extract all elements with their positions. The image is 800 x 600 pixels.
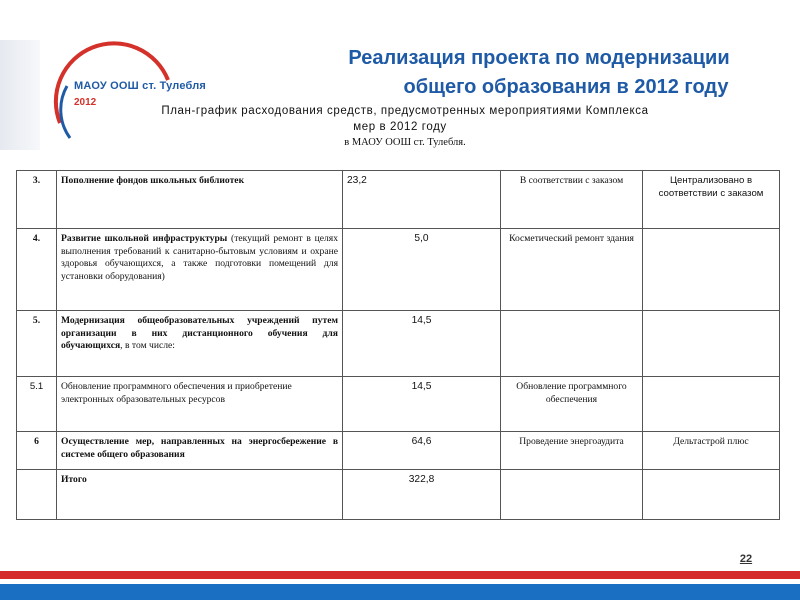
table-row (17, 311, 780, 377)
row-executor (643, 229, 780, 311)
table-row (17, 229, 780, 311)
school-name: МАОУ ООШ ст. Тулебля (74, 80, 207, 92)
subtitle-line3: в МАОУ ООШ ст. Тулебля. (344, 137, 466, 148)
row-activity-bold: Осуществление мер, направленных на энергосбережение в системе общего образования (61, 436, 338, 460)
row-amount: 5,0 (343, 229, 501, 311)
row-executor: Централизовано в соответствии с заказом (643, 171, 780, 229)
row-note: Обновление программного обеспечения (501, 377, 643, 432)
row-number: 3. (17, 171, 57, 229)
row-executor (643, 311, 780, 377)
page-number: 22 (739, 553, 753, 565)
row-executor: Дельтастрой плюс (643, 432, 780, 470)
page-title-line1: Реализация проекта по модернизации (348, 47, 730, 69)
row-activity-text: Обновление программного обеспечения и приобретение электронных образовательных ресурсов (61, 381, 292, 405)
row-number: 5.1 (17, 377, 57, 432)
table-row (17, 377, 780, 432)
row-activity (57, 470, 343, 520)
row-note: Проведение энергоаудита (501, 432, 643, 470)
background-building-image (0, 40, 40, 150)
row-activity-bold: Модернизация общеобразовательных учреждений путем организации в них дистанционного обучения для обучающихся (61, 315, 338, 351)
table-row (17, 171, 780, 229)
row-activity (57, 377, 343, 432)
row-activity (57, 171, 343, 229)
row-number: 5. (17, 311, 57, 377)
row-note: В соответствии с заказом (501, 171, 643, 229)
row-amount: 23,2 (343, 171, 501, 229)
row-note (501, 470, 643, 520)
subtitle-line1: План-график расходования средств, предусмотренных мероприятиями Комплекса (161, 105, 649, 117)
row-executor (643, 470, 780, 520)
table-row-total (17, 470, 780, 520)
subtitle-line2: мер в 2012 году (353, 121, 447, 133)
expense-plan-table (16, 170, 780, 520)
row-number (17, 470, 57, 520)
row-amount: 14,5 (343, 311, 501, 377)
table-row (17, 432, 780, 470)
total-label: Итого (61, 474, 87, 485)
row-activity (57, 432, 343, 470)
row-activity-text: (текущий ремонт в целях выполнения требований к санитарно-бытовым условиям и охране здоровья обучающихся, а также подготовки помещений для установки оборудования) (61, 233, 339, 282)
row-note (501, 311, 643, 377)
row-amount: 64,6 (343, 432, 501, 470)
school-year: 2012 (74, 97, 97, 108)
row-executor (643, 377, 780, 432)
logo-arc-icon (40, 28, 180, 168)
row-note: Косметический ремонт здания (501, 229, 643, 311)
row-activity-bold: Пополнение фондов школьных библиотек (61, 175, 245, 186)
footer-stripe-blue (0, 584, 800, 600)
footer-stripe-red (0, 571, 800, 579)
row-activity (57, 229, 343, 311)
row-amount: 14,5 (343, 377, 501, 432)
page-title-line2: общего образования в 2012 году (403, 76, 729, 98)
row-activity-text: , в том числе: (120, 340, 175, 351)
total-amount: 322,8 (343, 470, 501, 520)
row-activity (57, 311, 343, 377)
row-number: 4. (17, 229, 57, 311)
row-number: 6 (17, 432, 57, 470)
row-activity-bold: Развитие школьной инфраструктуры (61, 233, 228, 244)
